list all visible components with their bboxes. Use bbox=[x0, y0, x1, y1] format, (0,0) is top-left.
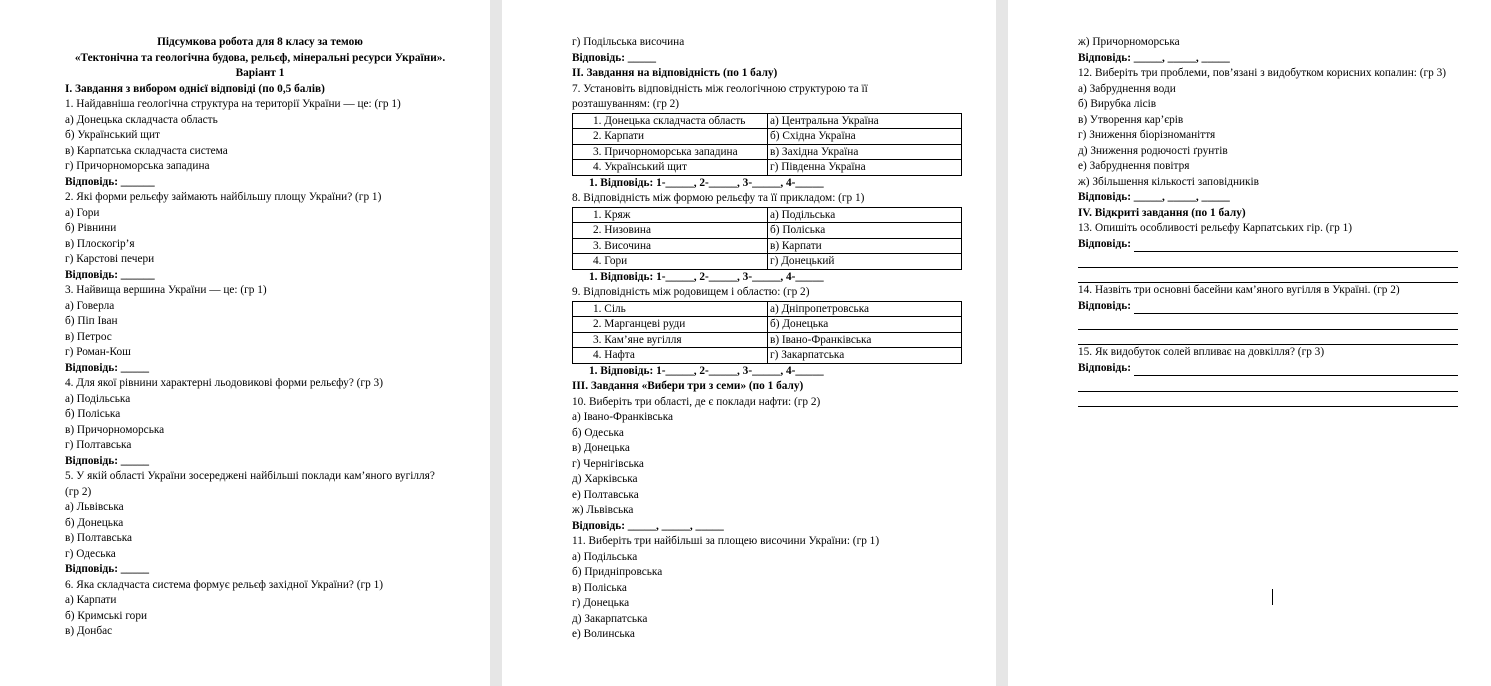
table-row bbox=[573, 301, 962, 317]
page-3 bbox=[1008, 0, 1491, 686]
q8-right-c: в) Карпати bbox=[768, 238, 962, 254]
question-2: 2. Які форми рельєфу займають найбільшу площу України? (гр 1) bbox=[65, 191, 382, 203]
q14-answer-label: Відповідь: bbox=[1078, 299, 1131, 312]
question-8: 8. Відповідність між формою рельєфу та її прикладом: (гр 1) bbox=[572, 192, 865, 204]
q9-right-c: в) Івано-Франківська bbox=[768, 332, 962, 348]
q3-option-a: а) Говерла bbox=[65, 299, 115, 312]
q9-left-2: 2. Марганцеві руди bbox=[573, 317, 768, 333]
q4-option-b: б) Поліська bbox=[65, 408, 121, 420]
question-4: 4. Для якої рівнини характерні льодовикові форми рельєфу? (гр 3) bbox=[65, 377, 383, 389]
q10-option-e: д) Харківська bbox=[572, 473, 638, 485]
q10-option-a: а) Івано-Франківська bbox=[572, 411, 674, 423]
q5-option-d: г) Одеська bbox=[65, 547, 116, 560]
table-row bbox=[573, 113, 962, 129]
q4-option-c: в) Причорноморська bbox=[65, 423, 165, 436]
q4-option-d: г) Полтавська bbox=[65, 439, 132, 451]
q2-option-c: в) Плоскогір’я bbox=[65, 237, 135, 250]
q7-answer[interactable]: 1. Відповідь: 1-_____, 2-_____, 3-_____, 4-_____ bbox=[589, 176, 824, 189]
q13-answer-label: Відповідь: bbox=[1078, 237, 1131, 250]
q12-option-a: а) Забруднення води bbox=[1078, 82, 1176, 95]
text-cursor bbox=[1272, 589, 1273, 605]
q8-left-3: 3. Височина bbox=[573, 238, 768, 254]
q15-answer-rule[interactable] bbox=[1078, 376, 1458, 392]
q6-answer[interactable]: Відповідь: _____ bbox=[572, 51, 657, 64]
section-1-heading: I. Завдання з вибором однієї відповіді (по 0,5 балів) bbox=[65, 82, 325, 95]
question-14: 14. Назвіть три основні басейни кам’яного вугілля в Україні. (гр 2) bbox=[1078, 284, 1400, 296]
table-row bbox=[573, 207, 962, 223]
q7-left-3: 3. Причорноморська западина bbox=[573, 144, 768, 160]
q8-right-a: а) Подільська bbox=[768, 207, 962, 223]
q2-option-d: г) Карстові печери bbox=[65, 253, 155, 265]
q12-option-g: ж) Збільшення кількості заповідників bbox=[1078, 175, 1260, 188]
question-10: 10. Виберіть три області, де є поклади нафти: (гр 2) bbox=[572, 395, 821, 408]
q10-option-f: е) Полтавська bbox=[572, 488, 639, 501]
q6-option-b: б) Кримські гори bbox=[65, 609, 148, 622]
q3-option-c: в) Петрос bbox=[65, 330, 112, 343]
question-5-cont: (гр 2) bbox=[65, 485, 92, 498]
q5-option-a: а) Львівська bbox=[65, 501, 124, 513]
table-row bbox=[573, 238, 962, 254]
question-13: 13. Опишіть особливості рельєфу Карпатських гір. (гр 1) bbox=[1078, 222, 1353, 234]
q15-answer-rule[interactable] bbox=[1078, 392, 1458, 408]
question-15: 15. Як видобуток солей впливає на довкілля? (гр 3) bbox=[1078, 346, 1325, 358]
q8-left-2: 2. Низовина bbox=[573, 223, 768, 239]
table-row bbox=[573, 144, 962, 160]
q1-option-c: в) Карпатська складчаста система bbox=[65, 144, 228, 157]
q5-option-c: в) Полтавська bbox=[65, 532, 133, 544]
q8-answer[interactable]: 1. Відповідь: 1-_____, 2-_____, 3-_____, 4-_____ bbox=[589, 270, 824, 283]
q6-option-c: в) Донбас bbox=[65, 625, 113, 637]
question-7: 7. Установіть відповідність між геологічною структурою та її bbox=[572, 82, 868, 95]
q9-left-4: 4. Нафта bbox=[573, 348, 768, 364]
q1-option-a: а) Донецька складчаста область bbox=[65, 113, 218, 126]
q3-answer[interactable]: Відповідь: _____ bbox=[65, 361, 150, 374]
q8-left-4: 4. Гори bbox=[573, 254, 768, 270]
q11-option-c: в) Поліська bbox=[572, 581, 627, 594]
section-2-heading: II. Завдання на відповідність (по 1 балу) bbox=[572, 67, 778, 79]
q11-option-d: г) Донецька bbox=[572, 597, 630, 609]
doc-title-line-1: Підсумкова робота для 8 класу за темою bbox=[157, 36, 363, 48]
q12-option-b: б) Вирубка лісів bbox=[1078, 98, 1157, 110]
q12-option-f: е) Забруднення повітря bbox=[1078, 160, 1190, 172]
q15-answer-label: Відповідь: bbox=[1078, 361, 1131, 374]
q15-answer-line[interactable] bbox=[1078, 361, 1458, 377]
q10-option-d: г) Чернігівська bbox=[572, 457, 644, 470]
q9-right-b: б) Донецька bbox=[768, 317, 962, 333]
q10-option-c: в) Донецька bbox=[572, 442, 630, 454]
q8-left-1: 1. Кряж bbox=[573, 207, 768, 223]
table-row bbox=[573, 223, 962, 239]
q7-match-table bbox=[572, 113, 962, 176]
question-7-cont: розташуванням: (гр 2) bbox=[572, 98, 680, 110]
q1-option-b: б) Український щит bbox=[65, 129, 160, 141]
table-row bbox=[573, 317, 962, 333]
q8-match-table bbox=[572, 207, 962, 270]
table-row bbox=[573, 332, 962, 348]
page-2 bbox=[502, 0, 996, 686]
doc-variant: Варіант 1 bbox=[235, 67, 285, 79]
table-row bbox=[573, 129, 962, 145]
question-1: 1. Найдавніша геологічна структура на території України — це: (гр 1) bbox=[65, 98, 401, 110]
page-1 bbox=[0, 0, 490, 686]
q2-option-a: а) Гори bbox=[65, 206, 100, 219]
q10-option-b: б) Одеська bbox=[572, 426, 624, 439]
q2-option-b: б) Рівнини bbox=[65, 222, 117, 234]
q9-right-d: г) Закарпатська bbox=[768, 348, 962, 364]
table-row bbox=[573, 160, 962, 176]
section-3-heading: III. Завдання «Вибери три з семи» (по 1 балу) bbox=[572, 380, 804, 392]
q12-option-d: г) Зниження біорізноманіття bbox=[1078, 129, 1216, 141]
q14-answer-line[interactable] bbox=[1078, 299, 1458, 315]
q1-option-d: г) Причорноморська западина bbox=[65, 160, 210, 172]
q7-left-4: 4. Український щит bbox=[573, 160, 768, 176]
q5-option-b: б) Донецька bbox=[65, 516, 124, 529]
q11-option-e: д) Закарпатська bbox=[572, 612, 648, 625]
q9-answer[interactable]: 1. Відповідь: 1-_____, 2-_____, 3-_____, 4-_____ bbox=[589, 364, 824, 377]
q11-option-g: ж) Причорноморська bbox=[1078, 36, 1180, 48]
q3-option-d: г) Роман-Кош bbox=[65, 346, 131, 358]
q7-right-b: б) Східна Україна bbox=[768, 129, 962, 145]
q8-right-b: б) Поліська bbox=[768, 223, 962, 239]
q9-left-1: 1. Сіль bbox=[573, 301, 768, 317]
q13-answer-rule[interactable] bbox=[1078, 252, 1458, 268]
question-5: 5. У якій області України зосереджені найбільші поклади кам’яного вугілля? bbox=[65, 470, 435, 482]
question-9: 9. Відповідність між родовищем і областю: (гр 2) bbox=[572, 286, 810, 298]
q11-option-f: е) Волинська bbox=[572, 628, 635, 640]
q4-answer[interactable]: Відповідь: _____ bbox=[65, 454, 150, 467]
question-11: 11. Виберіть три найбільші за площею височини України: (гр 1) bbox=[572, 535, 880, 547]
q6-option-d: г) Подільська височина bbox=[572, 36, 685, 48]
q14-answer-rule[interactable] bbox=[1078, 330, 1458, 346]
q7-left-2: 2. Карпати bbox=[573, 129, 768, 145]
q7-right-c: в) Західна Україна bbox=[768, 144, 962, 160]
q9-right-a: а) Дніпропетровська bbox=[768, 301, 962, 317]
q13-answer-rule[interactable] bbox=[1078, 268, 1458, 284]
question-12: 12. Виберіть три проблеми, пов’язані з видобутком корисних копалин: (гр 3) bbox=[1078, 67, 1447, 79]
q13-answer-line[interactable] bbox=[1078, 237, 1458, 253]
q8-right-d: г) Донецький bbox=[768, 254, 962, 270]
q12-answer[interactable]: Відповідь: _____, _____, _____ bbox=[1078, 191, 1230, 203]
q1-answer[interactable]: Відповідь: ______ bbox=[65, 175, 155, 188]
q10-option-g: ж) Львівська bbox=[572, 504, 634, 516]
table-row bbox=[573, 348, 962, 364]
q11-answer[interactable]: Відповідь: _____, _____, _____ bbox=[1078, 51, 1230, 64]
q7-left-1: 1. Донецька складчаста область bbox=[573, 113, 768, 129]
q9-match-table bbox=[572, 301, 962, 364]
q5-answer[interactable]: Відповідь: _____ bbox=[65, 563, 150, 575]
table-row bbox=[573, 254, 962, 270]
q12-option-c: в) Утворення кар’єрів bbox=[1078, 113, 1184, 126]
q14-answer-rule[interactable] bbox=[1078, 314, 1458, 330]
q7-right-a: а) Центральна Україна bbox=[768, 113, 962, 129]
q11-option-a: а) Подільська bbox=[572, 550, 638, 563]
q10-answer[interactable]: Відповідь: _____, _____, _____ bbox=[572, 519, 724, 532]
doc-title-line-2: «Тектонічна та геологічна будова, рельєф, мінеральні ресурси України». bbox=[74, 51, 446, 64]
question-6: 6. Яка складчаста система формує рельєф західної України? (гр 1) bbox=[65, 578, 383, 591]
q3-option-b: б) Піп Іван bbox=[65, 315, 118, 327]
question-3: 3. Найвища вершина України — це: (гр 1) bbox=[65, 284, 267, 296]
section-4-heading: IV. Відкриті завдання (по 1 балу) bbox=[1078, 206, 1246, 219]
q6-option-a: а) Карпати bbox=[65, 594, 117, 606]
q12-option-e: д) Зниження родючості ґрунтів bbox=[1078, 144, 1228, 157]
q7-right-d: г) Південна Україна bbox=[768, 160, 962, 176]
q4-option-a: а) Подільська bbox=[65, 392, 131, 405]
q2-answer[interactable]: Відповідь: ______ bbox=[65, 268, 155, 281]
q11-option-b: б) Придніпровська bbox=[572, 566, 663, 578]
q9-left-3: 3. Кам’яне вугілля bbox=[573, 332, 768, 348]
